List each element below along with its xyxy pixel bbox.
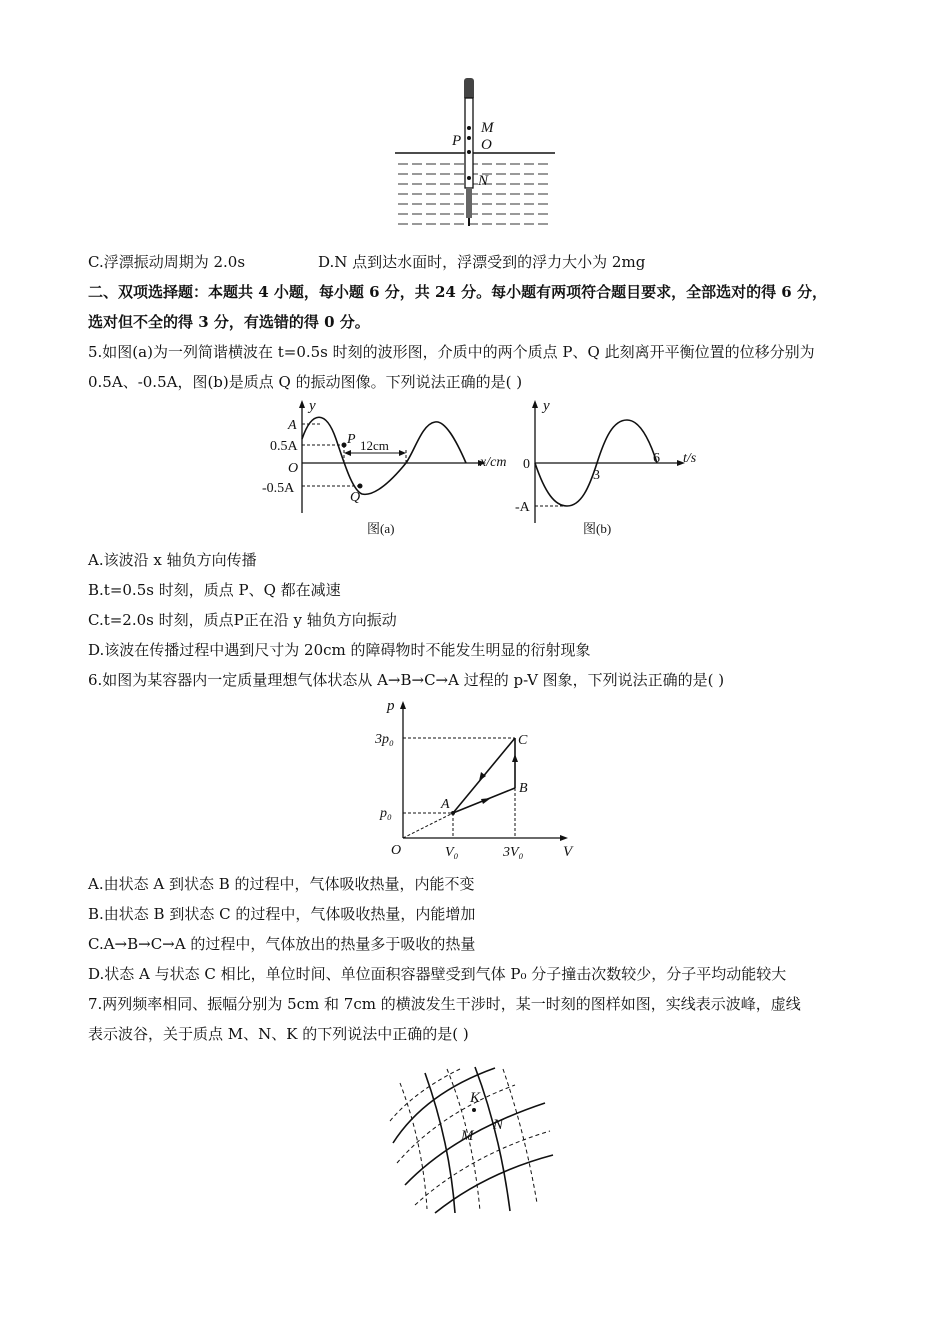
svg-text:Q: Q: [350, 490, 361, 505]
q5-option-a: A.该波沿 x 轴负方向传播: [88, 551, 257, 569]
svg-text:B: B: [519, 781, 528, 796]
section2-heading-line1: 二、双项选择题：本题共 4 小题，每小题 6 分，共 24 分。每小题有两项符合题目要求，全部选对的得 6 分，: [88, 283, 827, 301]
q7-stem-line2: 表示波谷，关于质点 M、N、K 的下列说法中正确的是( ): [88, 1025, 469, 1043]
q5-stem-line1: 5.如图(a)为一列简谐横波在 t=0.5s 时刻的波形图，介质中的两个质点 P、Q 此刻离开平衡位置的位移分别为: [88, 343, 815, 361]
q6-option-c: C.A→B→C→A 的过程中，气体放出的热量多于吸收的热量: [88, 935, 476, 953]
q5-option-c: C.t=2.0s 时刻，质点P正在沿 y 轴负方向振动: [88, 611, 397, 629]
label-P: P: [452, 133, 462, 149]
label-M: M: [481, 120, 494, 136]
svg-text:12cm: 12cm: [360, 438, 389, 453]
label-N: N: [478, 173, 489, 189]
svg-text:O: O: [391, 843, 402, 858]
figure-a-caption: 图(a): [367, 521, 395, 536]
figure-b-caption: 图(b): [583, 521, 612, 536]
svg-text:y: y: [543, 398, 550, 414]
svg-text:3: 3: [593, 468, 600, 483]
q5-option-b: B.t=0.5s 时刻，质点 P、Q 都在减速: [88, 581, 341, 599]
label-M: M: [461, 1128, 474, 1144]
q5-option-d: D.该波在传播过程中遇到尺寸为 20cm 的障碍物时不能发生明显的衍射现象: [88, 641, 591, 659]
label-N: N: [493, 1117, 504, 1133]
svg-text:V: V: [563, 844, 573, 860]
svg-text:6: 6: [653, 451, 660, 466]
pv-diagram: [375, 698, 595, 863]
q4-option-d: D.N 点到达水面时，浮漂受到的浮力大小为 2mg: [318, 253, 646, 271]
q7-stem-line1: 7.两列频率相同、振幅分别为 5cm 和 7cm 的横波发生干涉时，某一时刻的图样如图，实线表示波峰，虚线: [88, 995, 801, 1013]
q5-stem-line2: 0.5A、-0.5A，图(b)是质点 Q 的振动图像。下列说法正确的是( ): [88, 373, 523, 391]
svg-text:0.5A: 0.5A: [270, 439, 298, 454]
q6-option-d: D.状态 A 与状态 C 相比，单位时间、单位面积容器壁受到气体 P₀ 分子撞击次数较少，分子平均动能较大: [88, 965, 787, 983]
q6-stem: 6.如图为某容器内一定质量理想气体状态从 A→B→C→A 过程的 p-V 图象，下列说法正确的是( ): [88, 671, 725, 689]
svg-text:0: 0: [523, 457, 530, 472]
label-O: O: [481, 137, 492, 153]
svg-text:p₀: p₀: [380, 806, 392, 821]
svg-text:-A: -A: [515, 500, 530, 515]
svg-text:A: A: [441, 797, 450, 812]
section2-heading-line2: 选对但不全的得 3 分，有选错的得 0 分。: [88, 313, 370, 331]
svg-text:O: O: [288, 461, 299, 476]
svg-text:-0.5A: -0.5A: [262, 481, 295, 496]
float-figure: [390, 76, 590, 236]
svg-text:A: A: [288, 418, 297, 433]
svg-text:V₀: V₀: [445, 845, 459, 860]
wave-figure-a: [260, 398, 510, 548]
svg-text:t/s: t/s: [683, 451, 697, 466]
q6-option-b: B.由状态 B 到状态 C 的过程中，气体吸收热量，内能增加: [88, 905, 476, 923]
interference-figure: [385, 1063, 565, 1213]
q4-option-c: C.浮漂振动周期为 2.0s: [88, 253, 246, 271]
svg-text:x/cm: x/cm: [480, 455, 507, 470]
q6-option-a: A.由状态 A 到状态 B 的过程中，气体吸收热量，内能不变: [88, 875, 475, 893]
svg-text:3V₀: 3V₀: [503, 845, 524, 860]
svg-text:3p₀: 3p₀: [375, 732, 394, 747]
svg-text:P: P: [347, 432, 356, 447]
label-K: K: [470, 1090, 481, 1106]
svg-text:p: p: [387, 698, 395, 714]
wave-a-curve: [302, 417, 466, 494]
svg-text:y: y: [309, 398, 316, 414]
vibration-figure-b: [515, 398, 705, 548]
svg-text:C: C: [518, 733, 528, 748]
